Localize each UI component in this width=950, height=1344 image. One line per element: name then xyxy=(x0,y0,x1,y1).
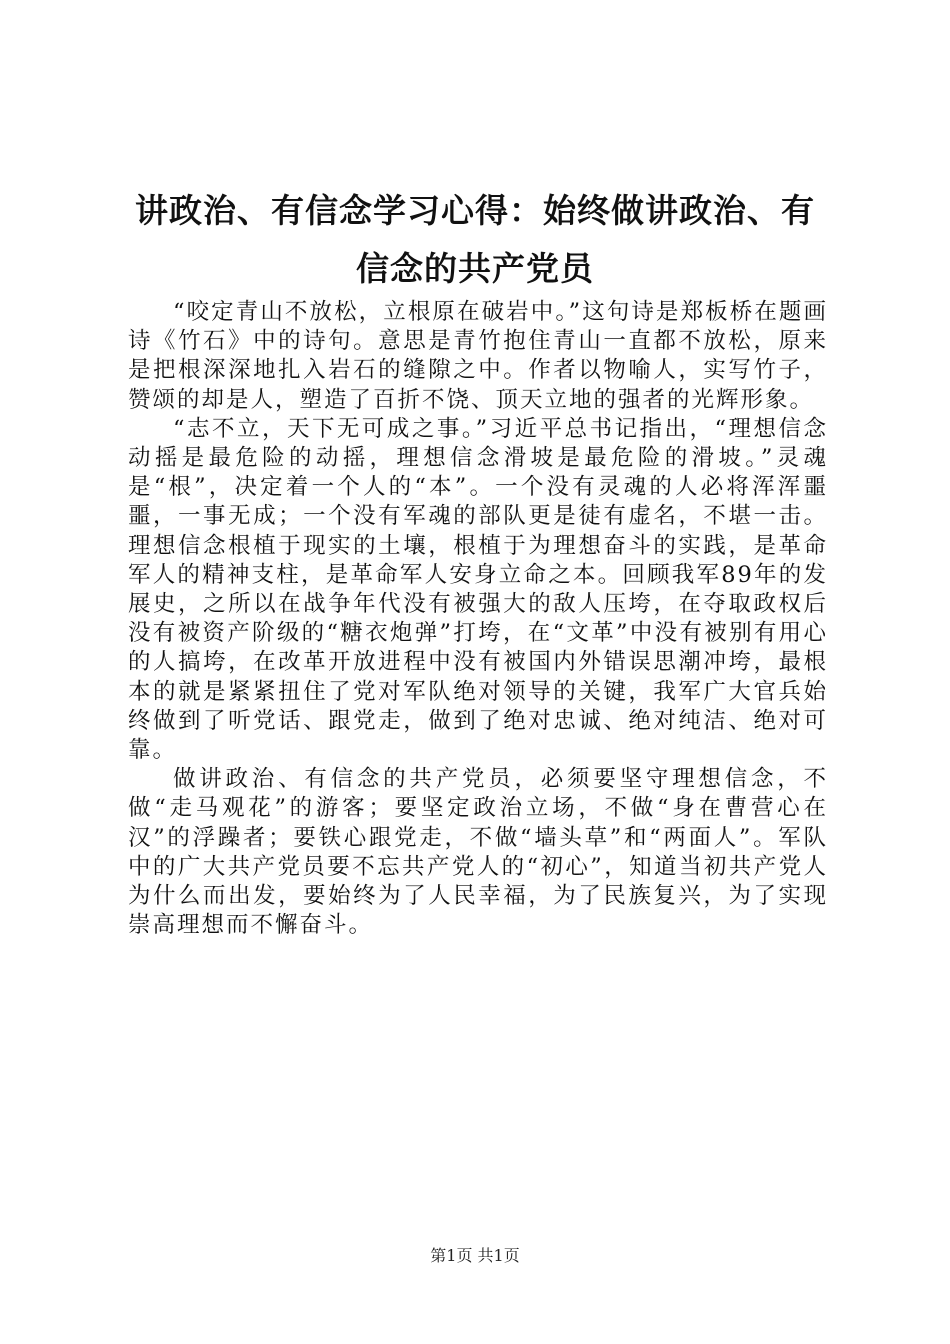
paragraph-3: 做讲政治、有信念的共产党员，必须要坚守理想信念，不做“走马观花”的游客；要坚定政治立场，不做“身在曹营心在汉”的浮躁者；要铁心跟党走，不做“墙头草”和“两面人”。军队中的广大共产党员要不忘共产党人的“初心”，知道当初共产党人为什么而出发，要始终为了人民幸福，为了民族复兴，为了实现崇高理想而不懈奋斗。 xyxy=(128,766,828,939)
paragraph-1: “咬定青山不放松，立根原在破岩中。”这句诗是郑板桥在题画诗《竹石》中的诗句。意思是青竹抱住青山一直都不放松，原来是把根深深地扎入岩石的缝隙之中。作者以物喻人，实写竹子，赞颂的却是人，塑造了百折不饶、顶天立地的强者的光辉形象。 xyxy=(128,299,828,413)
document-body xyxy=(128,298,828,940)
document-title: 讲政治、有信念学习心得：始终做讲政治、有信念的共产党员 xyxy=(135,191,815,288)
page-footer xyxy=(0,1243,950,1266)
paragraph-2: “志不立，天下无可成之事。”习近平总书记指出，“理想信念动摇是最危险的动摇，理想信念滑坡是最危险的滑坡。”灵魂是“根”，决定着一个人的“本”。一个没有灵魂的人必将浑浑噩噩，一事无成；一个没有军魂的部队更是徒有虚名，不堪一击。理想信念根植于现实的土壤，根植于为理想奋斗的实践，是革命军人的精神支柱，是革命军人安身立命之本。回顾我军89年的发展史，之所以在战争年代没有被强大的敌人压垮，在夺取政权后没有被资产阶级的“糖衣炮弹”打垮，在“文革”中没有被别有用心的人搞垮，在改革开放进程中没有被国内外错误思潮冲垮，最根本的就是紧紧扭住了党对军队绝对领导的关键，我军广大官兵始终做到了听党话、跟党走，做到了绝对忠诚、绝对纯洁、绝对可靠。 xyxy=(128,415,828,764)
page-number: 第1页 共1页 xyxy=(430,1246,520,1265)
